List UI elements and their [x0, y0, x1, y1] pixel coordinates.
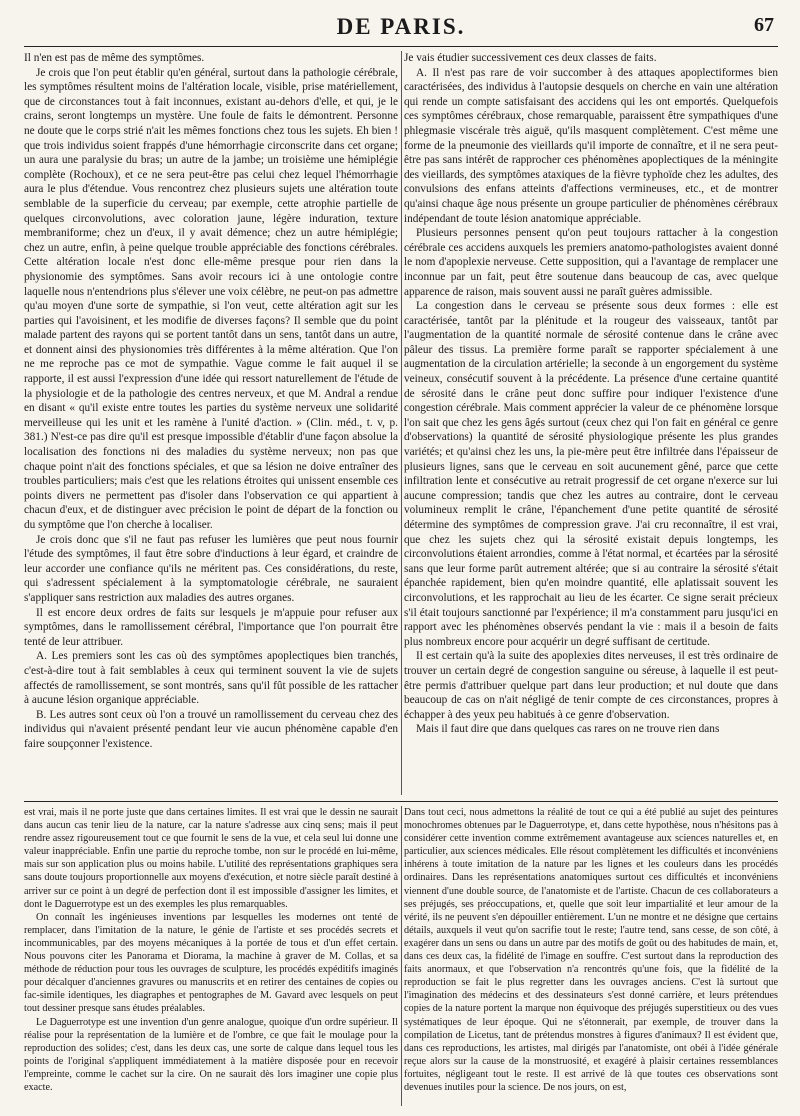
paragraph: Je crois donc que s'il ne faut pas refuser les lumières que peut nous fournir l'étude des symptômes, il faut être sobre d'inductions à leur égard, et craindre de leur accorder une confiance qu'ils ne méritent pas. Ces considérations, du reste, qui s'adressent spécialement à la symptomatologie cérébrale, ne sauraient s'appliquer sans restriction aux maladies des autres organes. [24, 533, 398, 604]
feuilleton-rule [24, 801, 778, 802]
article-upper [24, 51, 778, 795]
paragraph: B. Les autres sont ceux où l'on a trouvé un ramollissement du cerveau chez des individus qui n'avaient présenté pendant leur vie aucun phénomène capable d'en faire soupçonner l'existence. [24, 708, 398, 750]
column-divider [401, 51, 402, 795]
paragraph: La congestion dans le cerveau se présente sous deux formes : elle est caractérisée, tantôt par la plénitude et la rougeur des vaisseaux, tantôt par l'augmentation de la quantité normale de sérosité contenue dans le crâne avec pâleur des tissus. La première forme paraît se rapporter spécialement à une augmentation de la circulation artérielle; la seconde à un engorgement du système veineux, consécutif souvent à la précédente. La présence d'une certaine quantité de sérosité dans le crâne peut donc suffire pour indiquer l'existence d'une congestion cérébrale. Mais comment apprécier la valeur de ce phénomène lorsque l'on sait que chez les gens âgés surtout (ceux chez qui l'on fait en général ce genre d'observations) la quantité de sérosité physiologique présente les plus grandes variétés; et qu'ainsi chez les uns, la pie-mère peut être infiltrée dans l'épaisseur de plusieurs lignes, sans que le cerveau en soit aucunement gêné, parce que cette infiltration lente et consécutive au retrait progressif de cet organe n'exerce sur lui aucune compression; tandis que chez les autres au contraire, dont le cerveau volumineux remplit le crâne, l'épanchement d'une petite quantité de sérosité détermine des symptômes de compression grave. J'ai cru reconnaître, il est vrai, que chez les sujets chez qui la sérosité existait depuis longtemps, les circonvolutions étaient arrondies, comme à l'état normal, et écartées par la sérosité sans que leur forme parût autrement altérée; que si au contraire la sérosité s'était épanchée rapidement, bien qu'en moindre quantité, elle aplatissait souvent les circonvolutions, et les rapprochait au lieu de les écarter. Ce signe serait précieux s'il était toujours sanctionné par l'expérience; il m'a constamment paru jusqu'ici en rapport avec les phénomènes observés pendant la vie : mais il a besoin de faits plus nombreux encore pour acquérir un degré suffisant de certitude. [404, 300, 778, 648]
paragraph: Dans tout ceci, nous admettons la réalité de tout ce qui a été publié au sujet des peintures monochromes obtenues par le Daguerrotype, et, dans cette hypothèse, nous n'hésitons pas à considérer cette invention comme extrêmement avantageuse aux sciences naturelles et, en particulier, aux sciences médicales. Elle résout complètement les difficultés et inconvéniens inhérens à toute imitation de la nature par les lignes et les couleurs dans les procédés ordinaires. Dans les représentations anatomiques surtout ces difficultés et inconvéniens viennent d'une double source, de l'anatomiste et de l'artiste. Chacun de ces collaborateurs a ses préjugés, ses préoccupations, et, quelle que soit leur impartialité et leur amour de la vérité, ils ne peuvent s'en dépouiller entièrement. L'un ne montre et ne désigne que certains détails, auxquels il veut qu'on sacrifie tout le reste; l'autre tend, sans cesse, de son côté, à exagérer dans un sens ou dans un autre par des motifs de goût ou des habitudes de main, et, dans ces deux cas, la fidélité de l'image en souffre. C'est surtout dans la reproduction des faits anormaux, et que l'observation n'a rencontrés qu'une fois, que la fidélité de la reproduction se fait le plus regretter dans les ouvrages anciens. C'est là surtout que l'imagination des médecins et des dessinateurs s'est donné carrière, et leurs prétendues copies de la nature portent la marque non équivoque des préjugés superstitieux ou des vues systématiques de leur époque. Qui ne s'étonnerait, par exemple, de trouver dans la compilation de Licetus, tant de prétendus monstres à figures d'animaux? Il est évident que, dans ces reproductions, les artistes, mal dirigés par l'anatomiste, ont obéi à l'idée générale reçue alors sur la cause de la monstruosité, et exagéré à plaisir certaines ressemblances fortuites, négligeant tout le reste. Il est arrivé de là que toutes ces observations sont devenues inutiles pour la science. De nos jours, on est, [404, 807, 778, 1093]
paragraph: Mais il faut dire que dans quelques cas rares on ne trouve rien dans [416, 723, 720, 736]
paragraph: est vrai, mais il ne porte juste que dans certaines limites. Il est vrai que le dessin ne saurait dans aucun cas tenir lieu de la nature, car la nature s'adresse aux cinq sens; mais il peut rendre assez rigoureusement tout ce que fournit le sens de la vue, et cela seul lui donne une valeur inappréciable. Enfin une partie du reproche tombe, non sur le procédé en lui-même, mais sur son application plus ou moins habile. L'utilité des représentations graphiques sera sans doute toujours proportionnelle aux moyens d'exécution, et notre siècle paraît destiné à arriver sur ce point à un degré de perfection dont il est impossible d'assigner les limites, et dont le Daguerrotype est un des exemples les plus remarquables. [24, 807, 398, 910]
feuilleton-column-left [24, 806, 398, 1106]
column-divider [401, 806, 402, 1106]
column-right [404, 51, 778, 795]
paragraph: Je crois que l'on peut établir qu'en général, surtout dans la pathologie cérébrale, les symptômes résultent moins de l'altération locale, visible, prise matériellement, que de circonstances tout à fait inconnues, existant au-dehors d'elle, et qui, je le crains, seront longtemps un mystère. Une foule de faits le démontrent. Personne ne doute que le corps strié n'ait les mêmes fonctions chez tous les sujets. Eh bien ! que trois individus soient frappés d'une hémorrhagie circonscrite dans cet organe; un aura une paralysie du bras; un autre de la jambe; un troisième une hémiplégie complète (Rochoux), et ce ne sera peut-être pas celui chez lequel l'hémorrhagie aura le plus d'étendue. Vous rencontrez chez plusieurs sujets une altération toute semblable de la superficie du cerveau; par exemple, cette atrophie partielle de quelques circonvolutions, avec coloration jaune, légère induration, texture membraniforme; chez un d'eux, il y avait démence; chez un autre hémiplégie; chez un autre, enfin, à peine quelque trouble appréciable des fonctions cérébrales. Cette altération locale n'est donc elle-même presque pour rien dans la physionomie des symptômes. Sans avoir recours ici à une ontologie contre laquelle nous n'entendrions plus s'élever une voix célèbre, ne peut-on pas admettre qu'au moyen d'une sorte de sympathie, si l'on veut, cette altération agit sur les parties qui l'avoisinent, et les modifie de diverses façons? Il semble que du point malade partent des rayons qui se portent tantôt dans un sens, tantôt dans un autre, et donnent ainsi des physionomies très différentes à la même altération. Que l'on ne me reproche pas ce mot de sympathie. Vague comme le fait auquel il se rapporte, il est aussi l'expression d'une idée qui ressort naturellement de l'étude de la physiologie et de la pathologie des centres nerveux, et que M. Andral a rendue en disant « qu'il existe entre toutes les parties du système nerveux une solidarité merveilleuse qui les unit et les ramène à l'unité d'action. » (Clin. méd., t. v, p. 381.) N'est-ce pas dire qu'il est presque impossible d'établir d'une façon absolue la localisation des fonctions ni des maladies du système nerveux; non pas que chaque point n'ait des fonctions spéciales, et que sa lésion ne doive entraîner des troubles particuliers; mais c'est que les relations étroites qui unissent ensemble ces points divers ne permettent pas d'isoler dans l'observation ce qui appartient à chacun d'eux, et de distinguer avec précision le point de départ de la fonction ou du symptôme que l'on cherche à localiser. [24, 66, 398, 531]
column-left [24, 51, 398, 795]
page-title: DE PARIS. [336, 14, 466, 39]
paragraph: Je vais étudier successivement ces deux classes de faits. [404, 52, 657, 64]
page-number: 67 [754, 14, 774, 36]
paragraph: Il n'en est pas de même des symptômes. [24, 52, 205, 64]
paragraph: A. Les premiers sont les cas où des symptômes apoplectiques bien tranchés, c'est-à-dire tout à fait semblables à ceux qui terminent souvent la vie de sujets affectés de ramollissement, se sont montrés, sans qu'il fût possible de les rattacher à aucune lésion organique appréciable. [24, 650, 398, 707]
page-header [24, 12, 778, 47]
paragraph: Il est encore deux ordres de faits sur lesquels je m'appuie pour refuser aux symptômes, dans le ramollissement cérébral, l'importance que l'on pourrait être tenté de leur attribuer. [24, 606, 398, 648]
paragraph: A. Il n'est pas rare de voir succomber à des attaques apoplectiformes bien caractérisées, des individus à l'autopsie desquels on cherche en vain une altération qui rende un compte satisfaisant des accidens qui les ont emportés. Quelquefois ces symptômes cérébraux, chose remarquable, paraissent être sympathiques d'une phlegmasie viscérale très aiguë, qu'ils masquent complètement. C'est même une forme de la pneumonie des vieillards qu'il importe de connaître, et il ne sera peut-être pas sans intérêt de rapprocher ces phénomènes apoplectiques de la méningite des vieillards, des symptômes ataxiques de la fièvre typhoïde chez les adultes, des convulsions des enfans atteints d'affections vermineuses, etc., et de montrer qu'ainsi chaque âge nous présente un groupe particulier de phénomènes cérébraux indépendant de toute lésion anatomique appréciable. [404, 66, 778, 225]
paragraph: Il est certain qu'à la suite des apoplexies dites nerveuses, il est très ordinaire de trouver un certain degré de congestion sanguine ou séreuse, à laquelle il est peut-être permis d'attribuer quelque part dans leur production; et nul doute que dans beaucoup de cas on n'ait négligé de tenir compte de ces circonstances, propres à échapper à des yeux peu habitués à ce genre d'observation. [404, 650, 778, 721]
paragraph: Le Daguerrotype est une invention d'un genre analogue, quoique d'un ordre supérieur. Il réalise pour la représentation de la lumière et de l'ombre, ce que fait le moulage pour la reproduction des solides; c'est, dans les deux cas, une sorte de calque dans lequel tous les points de l'original s'appliquent immédiatement à la matière disposée pour en recevoir l'empreinte, comme le cachet sur la cire. On ne saurait dès lors imaginer une copie plus exacte. [24, 1016, 398, 1093]
paragraph: On connaît les ingénieuses inventions par lesquelles les modernes ont tenté de remplacer, dans l'imitation de la nature, le génie de l'artiste et ses procédés secrets et incommunicables, par des moyens mécaniques à la portée de tous et d'un effet certain. Nous pouvons citer les Panorama et Diorama, la machine à graver de M. Collas, et sa méthode de réduction pour tous les ouvrages de sculpture, les procédés expéditifs imaginés pour décalquer d'anciennes gravures ou manuscrits et en retirer des centaines de copies ou fac-simile identiques, les diagraphes et pentographes de M. Gavard avec lesquels on peut tout dessiner presque sans études préalables. [24, 911, 398, 1015]
paragraph: Plusieurs personnes pensent qu'on peut toujours rattacher à la congestion cérébrale ces accidens auxquels les premiers anatomo-pathologistes avaient donné le nom d'apoplexie nerveuse. Cette supposition, qui a l'avantage de remplacer une inconnue par un fait, peut être soutenue dans beaucoup de cas, avec quelque apparence de raison, mais souvent aussi ne paraît guères admissible. [404, 227, 778, 298]
feuilleton-column-right [404, 806, 778, 1106]
article-lower [24, 806, 778, 1106]
